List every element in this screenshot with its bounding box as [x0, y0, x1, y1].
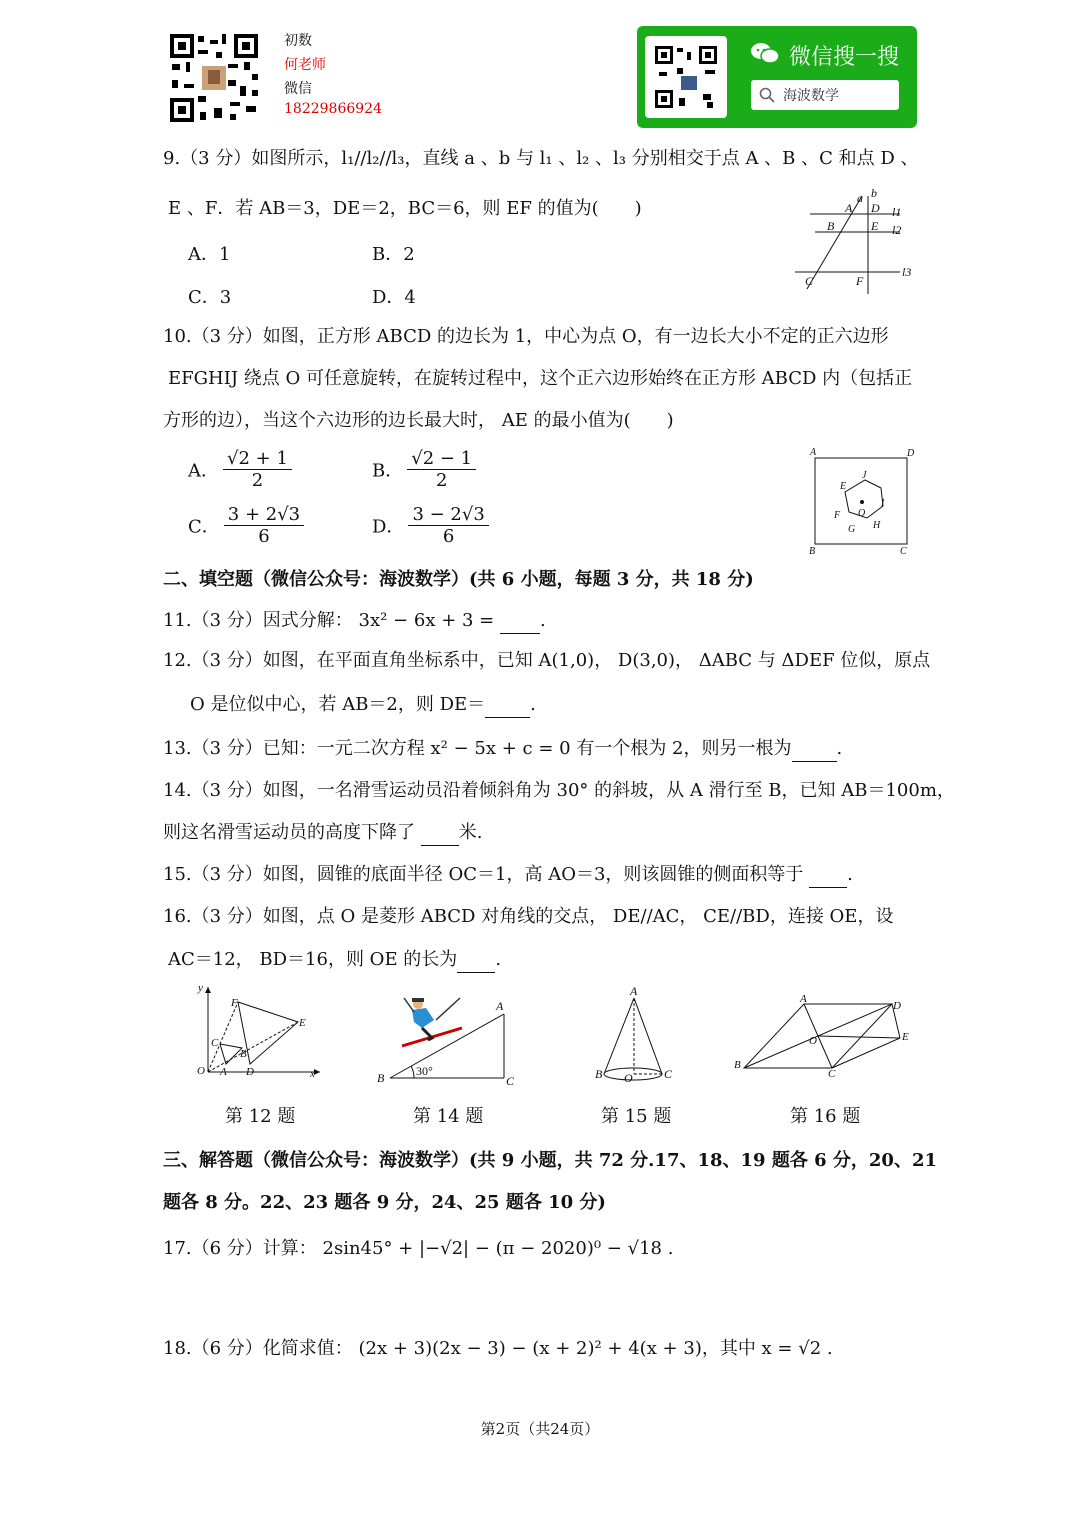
- q9-label-l3: l3: [902, 265, 912, 279]
- q10-label-D: D: [907, 448, 915, 459]
- caption-q14: 第 14 题: [413, 1106, 484, 1127]
- fig12-label-A: A: [220, 1066, 227, 1078]
- q14-blank[interactable]: [421, 827, 459, 846]
- q15-blank[interactable]: [809, 869, 847, 888]
- q9-label-A: A: [845, 201, 853, 215]
- q10-label-O: O: [858, 508, 866, 519]
- q9-option-a: A．1: [188, 244, 231, 265]
- fig12-label-E: E: [299, 1017, 306, 1029]
- q9-label-B: B: [827, 219, 835, 233]
- q9-option-d: D．4: [372, 287, 416, 308]
- q10-option-c: C． $\frac{3 + 2√3}{6}$: [188, 504, 308, 547]
- qr-code-right: [645, 36, 727, 118]
- contact-name: 何老师: [284, 57, 326, 73]
- q10-option-d: D． $\frac{3 - 2√3}{6}$: [372, 504, 493, 547]
- section-3-heading-line2: 题各 8 分。22、23 题各 9 分，24、25 题各 10 分): [163, 1192, 606, 1213]
- q10-option-a: A． $\frac{√2 + 1}{2}$: [188, 448, 296, 491]
- q14-line1: 14.（3 分）如图，一名滑雪运动员沿着倾斜角为 30° 的斜坡，从 A 滑行至 B，已知 AB＝100m，: [163, 780, 955, 801]
- fig12-label-F: F: [231, 997, 238, 1009]
- fig12-label-C: C: [211, 1037, 219, 1049]
- q9-option-c: C．3: [188, 287, 232, 308]
- wechat-search-banner: [637, 26, 917, 128]
- qr-code-left: [168, 32, 260, 124]
- q12-line1: 12.（3 分）如图，在平面直角坐标系中，已知 A(1,0)， D(3,0)， ΔABC 与 ΔDEF 位似，原点: [163, 650, 931, 671]
- fig16-label-O: O: [809, 1035, 817, 1047]
- q10-label-G: G: [848, 524, 856, 535]
- q17: 17.（6 分）计算： 2sin45° + |−√2| − (π − 2020)⁰ − √18 .: [163, 1238, 674, 1259]
- fig15: [592, 984, 682, 1088]
- fig12-label-y: y: [198, 982, 203, 994]
- q12-blank[interactable]: [485, 699, 530, 718]
- wechat-search-box[interactable]: [751, 80, 899, 110]
- q10-line2: EFGHIJ 绕点 O 可任意旋转，在旋转过程中，这个正六边形始终在正方形 ABCD 内（包括正: [168, 368, 913, 389]
- fig12: [190, 982, 330, 1082]
- q10-label-I: I: [881, 498, 885, 509]
- q10-label-J: J: [862, 470, 867, 481]
- caption-q15: 第 15 题: [601, 1106, 672, 1127]
- page-number: 第2页（共24页）: [480, 1420, 600, 1438]
- q16-line1: 16.（3 分）如图，点 O 是菱形 ABCD 对角线的交点， DE//AC， CE//BD，连接 OE，设: [163, 906, 894, 927]
- wechat-search-title: 微信搜一搜: [789, 45, 900, 70]
- q9-label-E: E: [871, 219, 879, 233]
- fig16-label-C: C: [828, 1068, 836, 1080]
- fig15-label-C: C: [664, 1067, 673, 1081]
- q9-label-l2: l2: [892, 223, 902, 237]
- fig14: [374, 990, 524, 1090]
- q13-blank[interactable]: [792, 743, 837, 762]
- q18: 18.（6 分）化简求值： (2x + 3)(2x − 3) − (x + 2)² + 4(x + 3)，其中 x = √2 .: [163, 1338, 833, 1359]
- q9-figure: [785, 184, 920, 296]
- q9-option-b: B．2: [372, 244, 415, 265]
- section-2-heading: 二、填空题（微信公众号：海波数学）(共 6 小题，每题 3 分，共 18 分): [163, 569, 754, 590]
- fig16-label-D: D: [893, 1000, 901, 1012]
- q10-figure: [805, 444, 920, 558]
- q11-blank[interactable]: [500, 615, 540, 634]
- q10-label-F: F: [834, 510, 841, 521]
- search-icon: [759, 87, 775, 107]
- q10-option-b: B． $\frac{√2 - 1}{2}$: [372, 448, 480, 491]
- q10-label-A: A: [810, 447, 817, 458]
- wechat-logo-icon: [750, 41, 780, 67]
- wechat-search-query: 海波数学: [783, 88, 839, 104]
- caption-q12: 第 12 题: [225, 1106, 296, 1127]
- fig14-label-B: B: [377, 1071, 385, 1085]
- caption-q16: 第 16 题: [790, 1106, 861, 1127]
- fig15-label-A: A: [630, 984, 638, 998]
- q10-label-C: C: [900, 546, 907, 557]
- fig15-label-O: O: [624, 1071, 633, 1085]
- fig16: [732, 992, 912, 1082]
- contact-line-3: 微信: [284, 81, 312, 97]
- skier-icon: [402, 998, 462, 1046]
- q11: 11.（3 分）因式分解： 3x² − 6x + 3 = .: [163, 608, 546, 634]
- q9-label-F: F: [856, 274, 864, 288]
- q9-label-l1: l1: [892, 205, 902, 219]
- q15: 15.（3 分）如图，圆锥的底面半径 OC＝1，高 AO＝3，则该圆锥的侧面积等于 .: [163, 862, 853, 888]
- q10-line3: 方形的边），当这个六边形的边长最大时， AE 的最小值为( ): [163, 410, 674, 431]
- fig14-label-C: C: [506, 1074, 515, 1088]
- q9-line1: 9.（3 分）如图所示，l₁//l₂//l₃，直线 a 、b 与 l₁ 、l₂ 、l₃ 分别相交于点 A 、B 、C 和点 D 、: [163, 148, 919, 169]
- q9-label-C: C: [805, 274, 814, 288]
- fig12-label-D: D: [246, 1066, 254, 1078]
- q10-label-E: E: [840, 481, 847, 492]
- q10-line1: 10.（3 分）如图，正方形 ABCD 的边长为 1，中心为点 O，有一边长大小不定的正六边形: [163, 326, 889, 347]
- fig14-label-30deg: 30°: [416, 1064, 433, 1078]
- section-3-heading-line1: 三、解答题（微信公众号：海波数学）(共 9 小题，共 72 分.17、18、19 题各 6 分，20、21: [163, 1150, 937, 1171]
- q10-label-B: B: [809, 546, 816, 557]
- fig12-label-B: B: [240, 1048, 247, 1060]
- contact-phone: 18229866924: [284, 101, 382, 117]
- contact-line-1: 初数: [284, 33, 312, 49]
- fig12-label-O: O: [197, 1065, 205, 1077]
- fig14-label-A: A: [496, 999, 504, 1013]
- q12-line2: O 是位似中心，若 AB＝2，则 DE＝ .: [190, 692, 536, 718]
- q9-label-D: D: [871, 201, 880, 215]
- q10-label-H: H: [873, 520, 881, 531]
- fig16-label-B: B: [734, 1059, 741, 1071]
- q9-label-b: b: [871, 186, 877, 200]
- fig16-label-A: A: [800, 993, 807, 1005]
- q9-label-a: a: [857, 191, 863, 205]
- q9-line2: E 、F．若 AB＝3，DE＝2，BC＝6，则 EF 的值为( ): [168, 198, 642, 219]
- q16-line2: AC＝12， BD＝16，则 OE 的长为 .: [168, 947, 501, 973]
- q16-blank[interactable]: [457, 954, 495, 973]
- q13: 13.（3 分）已知：一元二次方程 x² − 5x + c = 0 有一个根为 2，则另一根为 .: [163, 736, 842, 762]
- fig16-label-E: E: [902, 1031, 909, 1043]
- q14-line2: 则这名滑雪运动员的高度下降了 米.: [163, 820, 482, 846]
- fig12-label-x: x: [310, 1068, 315, 1080]
- fig15-label-B: B: [595, 1067, 603, 1081]
